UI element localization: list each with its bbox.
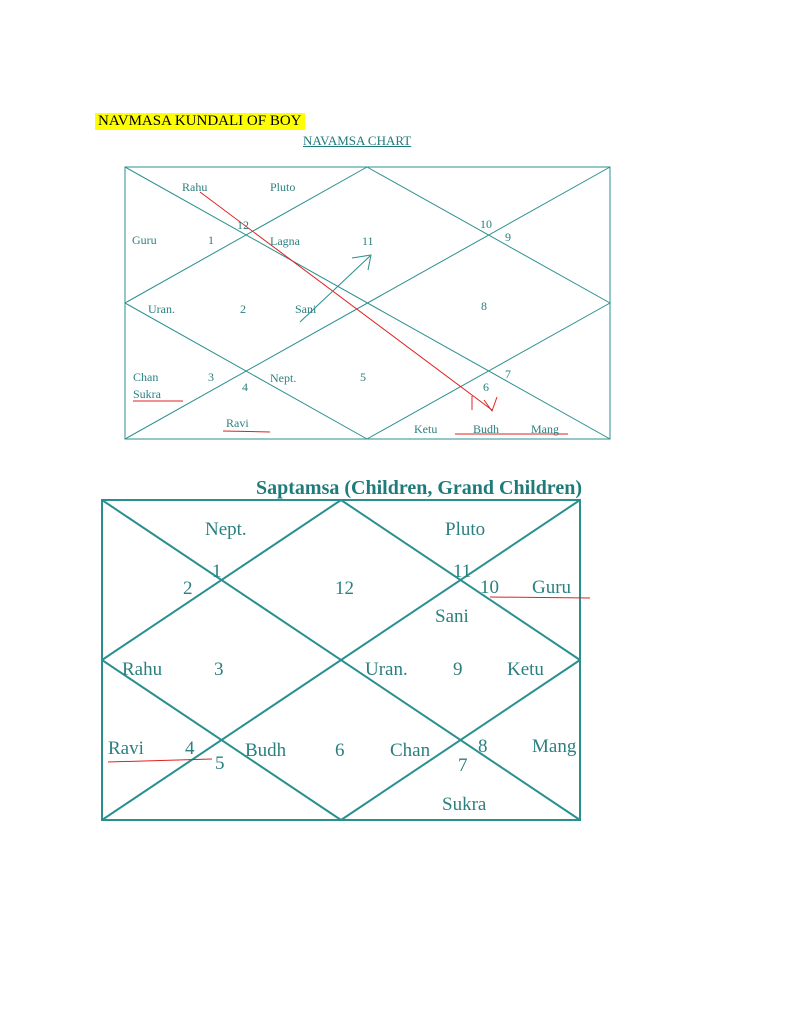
house-number: 3 <box>214 659 224 680</box>
planet-chan: Chan <box>390 740 431 761</box>
house-number: 3 <box>208 370 214 384</box>
planet-uran: Uran. <box>365 659 408 680</box>
house-number: 12 <box>335 578 354 599</box>
planet-budh: Budh <box>245 740 287 761</box>
house-number: 11 <box>453 561 472 582</box>
planet-pluto: Pluto <box>270 180 296 194</box>
house-number: 10 <box>480 217 492 231</box>
planet-nept: Nept. <box>205 519 247 540</box>
planet-pluto: Pluto <box>445 519 486 540</box>
house-number: 2 <box>240 302 246 316</box>
planet-ravi: Ravi <box>226 416 249 430</box>
house-number: 6 <box>483 380 489 394</box>
planet-nept: Nept. <box>270 371 297 385</box>
house-number: 5 <box>360 370 366 384</box>
house-number: 7 <box>505 367 511 381</box>
planet-ketu: Ketu <box>414 422 438 436</box>
house-number: 6 <box>335 740 345 761</box>
planet-sukra: Sukra <box>442 794 487 815</box>
planet-ketu: Ketu <box>507 659 544 680</box>
planet-rahu: Rahu <box>182 180 208 194</box>
house-number: 1 <box>208 233 214 247</box>
planet-ravi: Ravi <box>108 738 144 759</box>
planet-mang: Mang <box>532 736 577 757</box>
planet-sani: Sani <box>435 606 469 627</box>
house-number: 4 <box>185 738 195 759</box>
annotation-underline <box>108 759 212 762</box>
planet-uran: Uran. <box>148 302 175 316</box>
saptamsa-chart-title: Saptamsa (Children, Grand Children) <box>256 477 582 499</box>
house-number: 9 <box>505 230 511 244</box>
house-number: 10 <box>480 577 499 598</box>
planet-rahu: Rahu <box>122 659 163 680</box>
house-number: 5 <box>215 753 225 774</box>
planet-sukra: Sukra <box>133 387 161 401</box>
navamsa-chart-title: NAVAMSA CHART <box>303 133 412 148</box>
house-number: 11 <box>362 234 374 248</box>
house-number: 9 <box>453 659 463 680</box>
planet-budh: Budh <box>473 422 500 436</box>
planet-guru: Guru <box>132 233 157 247</box>
house-number: 8 <box>481 299 487 313</box>
planet-lagna: Lagna <box>270 234 300 248</box>
page-heading: NAVMASA KUNDALI OF BOY <box>95 113 305 130</box>
house-number: 4 <box>242 380 248 394</box>
planet-chan: Chan <box>133 370 159 384</box>
house-number: 8 <box>478 736 488 757</box>
house-number: 2 <box>183 578 193 599</box>
planet-sani: Sani <box>295 302 317 316</box>
house-number: 7 <box>458 755 468 776</box>
planet-mang: Mang <box>531 422 559 436</box>
planet-guru: Guru <box>532 577 572 598</box>
house-number: 1 <box>212 561 222 582</box>
house-number: 12 <box>237 218 249 232</box>
